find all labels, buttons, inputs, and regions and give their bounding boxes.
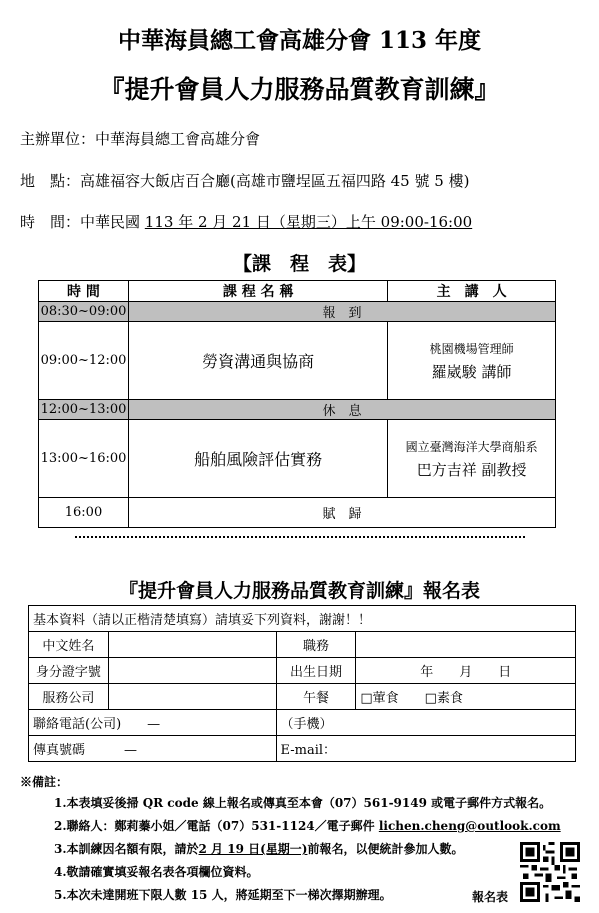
job-title-field[interactable] <box>356 632 576 658</box>
note-text: 2.聯絡人：鄭莉蓁小姐／電話（07）531-1124／電子郵件 <box>54 819 375 833</box>
row-speaker <box>388 420 556 498</box>
header-time: 時 間 <box>39 281 129 302</box>
title-line1: 中華海員總工會高雄分會 113 年度 <box>117 27 482 54</box>
schedule-table <box>38 280 556 528</box>
phone-field[interactable]: 聯絡電話(公司) — <box>29 710 277 736</box>
note-item: 4.敬請確實填妥報名表各項欄位資料。 <box>54 865 259 879</box>
table-row <box>39 302 556 322</box>
note-text: 3.本訓練因名額有限，請於 <box>54 842 199 856</box>
contact-email-link[interactable]: lichen.cheng@outlook.com <box>378 819 561 833</box>
time-label: 時 間： <box>20 213 81 231</box>
time-prefix: 中華民國 <box>80 213 145 231</box>
title-line2: 『提升會員人力服務品質教育訓練』 <box>99 75 500 104</box>
note-item <box>54 817 561 834</box>
qr-code-icon[interactable] <box>520 842 580 902</box>
row-course: 勞資溝通與協商 <box>128 322 387 400</box>
header-speaker: 主 講 人 <box>388 281 556 302</box>
notes-heading: ※備註： <box>20 775 69 789</box>
speaker-name: 羅崴駿 講師 <box>431 362 512 381</box>
time-line <box>20 211 472 232</box>
organizer-value: 中華海員總工會高雄分會 <box>95 130 261 148</box>
registration-form <box>28 605 576 762</box>
id-number-label: 身分證字號 <box>29 658 109 684</box>
chinese-name-label: 中文姓名 <box>29 632 109 658</box>
row-course: 報 到 <box>128 302 555 322</box>
organizer-label: 主辦單位： <box>20 130 96 148</box>
place-line <box>20 170 469 191</box>
time-value: 113 年 2 月 21 日（星期三）上午 09:00-16:00 <box>144 213 473 231</box>
row-course: 賦 歸 <box>128 498 555 528</box>
schedule-title: 【課 程 表】 <box>232 253 366 275</box>
note-item: 5.本次未達開班下限人數 15 人，將延期至下一梯次擇期辦理。 <box>54 888 392 902</box>
birth-date-field[interactable]: 年 月 日 <box>356 658 576 684</box>
table-row <box>39 400 556 420</box>
table-row <box>39 420 556 498</box>
row-time: 16:00 <box>39 498 129 528</box>
email-field[interactable]: E-mail： <box>276 736 575 762</box>
fax-field[interactable]: 傳真號碼 — <box>29 736 277 762</box>
place-label: 地 點： <box>20 172 81 190</box>
note-item <box>54 840 561 857</box>
note-text: 前報名，以便統計參加人數。 <box>307 842 464 856</box>
speaker-title: 桃園機場管理師 <box>429 341 514 356</box>
schedule-header-row <box>39 281 556 302</box>
qr-label: 報名表 <box>472 890 509 904</box>
dotted-divider <box>75 536 525 538</box>
row-course: 船舶風險評估實務 <box>128 420 387 498</box>
organizer-line <box>20 128 260 149</box>
row-time: 12:00~13:00 <box>39 400 129 420</box>
table-row <box>39 322 556 400</box>
speaker-name: 巴方吉祥 副教授 <box>416 460 527 479</box>
row-time: 08:30~09:00 <box>39 302 129 322</box>
lunch-label: 午餐 <box>276 684 356 710</box>
registration-title: 『提升會員人力服務品質教育訓練』報名表 <box>118 580 480 602</box>
company-label: 服務公司 <box>29 684 109 710</box>
speaker-title: 國立臺灣海洋大學商船系 <box>405 439 538 454</box>
deadline-date: 2 月 19 日(星期一) <box>198 842 308 856</box>
lunch-options[interactable]: □葷食 □素食 <box>356 684 576 710</box>
row-speaker <box>388 322 556 400</box>
place-value: 高雄福容大飯店百合廳(高雄市鹽埕區五福四路 45 號 5 樓) <box>80 172 470 190</box>
job-title-label: 職務 <box>276 632 356 658</box>
mobile-field[interactable]: （手機） <box>276 710 575 736</box>
birth-date-label: 出生日期 <box>276 658 356 684</box>
id-number-field[interactable] <box>108 658 276 684</box>
table-row <box>39 498 556 528</box>
basic-info-note: 基本資料（請以正楷清楚填寫）請填妥下列資料，謝謝！！ <box>29 606 576 632</box>
header-course: 課 程 名 稱 <box>128 281 387 302</box>
row-time: 13:00~16:00 <box>39 420 129 498</box>
note-item: 1.本表填妥後掃 QR code 線上報名或傳真至本會（07）561-9149 或電子郵件方式報名。 <box>54 796 552 810</box>
row-course: 休 息 <box>128 400 555 420</box>
row-time: 09:00~12:00 <box>39 322 129 400</box>
chinese-name-field[interactable] <box>108 632 276 658</box>
company-field[interactable] <box>108 684 276 710</box>
